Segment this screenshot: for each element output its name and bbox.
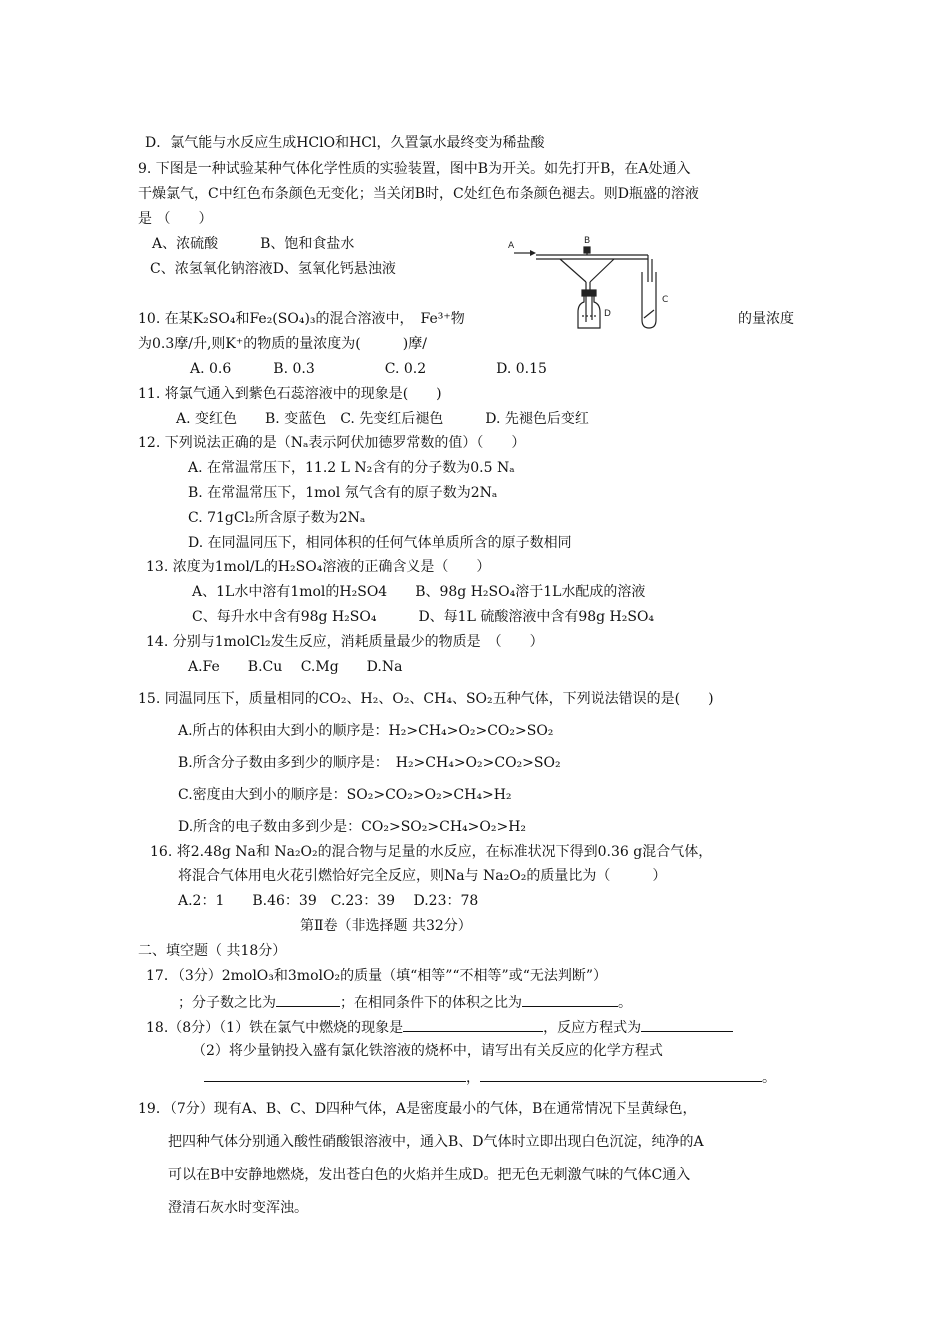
stopcock-b [584,247,590,253]
q18-blank-phenomenon[interactable] [403,1017,543,1032]
q19-stem-line4: 澄清石灰水时变浑浊。 [168,1200,308,1216]
label-a: A [508,241,515,251]
q13-stem: 13. 浓度为1mol/L的H₂SO₄溶液的正确含义是（ ） [146,559,491,575]
q16-stem-line2: 将混合气体用电火花引燃恰好完全反应，则Na与 Na₂O₂的质量比为（ ） [178,868,667,884]
bottle-d [578,296,600,328]
q16-options: A.2：1 B.46：39 C.23：39 D.23：78 [178,893,479,909]
q17-text-end: 。 [618,995,632,1011]
q10-stem-line2: 为0.3摩/升,则K⁺的物质的量浓度为( )摩/ [138,336,427,352]
q9-options-ab: A、浓硫酸 B、饱和食盐水 [152,236,355,252]
q9-options-cd: C、浓氢氧化钠溶液D、氢氧化钙悬浊液 [150,261,396,277]
inlet-arrowhead [530,250,536,256]
q18-blank-equation-1[interactable] [204,1067,466,1082]
q10-options: A. 0.6 B. 0.3 C. 0.2 D. 0.15 [190,361,547,377]
label-d: D [604,309,611,319]
q18-period: 。 [762,1070,776,1086]
q12-option-c: C. 71gCl₂所含原子数为2Nₐ [188,510,366,526]
q19-stem-line3: 可以在B中安静地燃烧，发出苍白色的火焰并生成D。把无色无刺激气味的气体C通入 [168,1167,691,1183]
q17-stem-line2 [178,992,632,1012]
q8-option-d: D．氯气能与水反应生成HClO和HCl，久置氯水最终变为稀盐酸 [145,135,545,151]
q15-option-c: C.密度由大到小的顺序是：SO₂>CO₂>O₂>CH₄>H₂ [178,787,512,803]
q17-text-ratio: ；分子数之比为 [178,995,276,1011]
label-c: C [662,295,669,305]
q18-answer-line [204,1067,776,1087]
section2-heading: 二、填空题（ 共18分） [138,943,287,959]
q15-option-d: D.所含的电子数由多到少是：CO₂>SO₂>CH₄>O₂>H₂ [178,819,527,835]
q19-stem-line2: 把四种气体分别通入酸性硝酸银溶液中，通入B、D气体时立即出现白色沉淀，纯净的A [168,1134,704,1150]
q14-options: A.Fe B.Cu C.Mg D.Na [188,659,403,675]
q15-option-b: B.所含分子数由多到少的顺序是： H₂>CH₄>O₂>CO₂>SO₂ [178,755,561,771]
q18-text-equation: ，反应方程式为 [543,1020,642,1036]
q10-stem-line1-left: 10. 在某K₂SO₄和Fe₂(SO₄)₃的混合溶液中， Fe³⁺物 [138,311,465,327]
q13-options-ab: A、1L水中溶有1mol的H₂SO4 B、98g H₂SO₄溶于1L水配成的溶液 [192,584,646,600]
q18-comma: ， [466,1070,480,1086]
q16-stem-line1: 16. 将2.48g Na和 Na₂O₂的混合物与足量的水反应，在标准状况下得到0.36 g混合气体， [150,844,713,860]
q17-text-volume: ；在相同条件下的体积之比为 [340,995,522,1011]
q12-option-a: A. 在常温常压下，11.2 L N₂含有的分子数为0.5 Nₐ [188,460,515,476]
test-tube-c [642,272,656,328]
q19-stem-line1: 19．（7分）现有A、B、C、D四种气体，A是密度最小的气体，B在通常情况下呈黄绿色， [138,1101,697,1117]
q18-stem-line2: （2）将少量钠投入盛有氯化铁溶液的烧杯中，请写出有关反应的化学方程式 [192,1043,663,1059]
q18-blank-equation[interactable] [641,1017,733,1032]
bottle-d-stopper [582,290,596,296]
q9-stem-line1: 9. 下图是一种试验某种气体化学性质的实验装置，图中B为开关。如先打开B，在A处通入 [138,161,691,177]
q15-option-a: A.所占的体积由大到小的顺序是：H₂>CH₄>O₂>CO₂>SO₂ [178,723,554,739]
q18-stem-line1 [146,1017,733,1037]
label-b: B [584,236,591,246]
q14-stem: 14. 分别与1molCl₂发生反应，消耗质量最少的物质是 （ ） [146,634,544,650]
q12-option-b: B. 在常温常压下，1mol 氖气含有的原子数为2Nₐ [188,485,498,501]
q17-blank-molecule-ratio[interactable] [276,992,340,1007]
q18-text-phenomenon: 18.（8分）（1）铁在氯气中燃烧的现象是 [146,1020,404,1036]
q10-stem-line1-right: 的量浓度 [738,311,794,327]
q9-stem-line2: 干燥氯气，C中红色布条颜色无变化；当关闭B时，C处红色布条颜色褪去。则D瓶盛的溶液 [138,186,699,202]
q11-options: A. 变红色 B. 变蓝色 C. 先变红后褪色 D. 先褪色后变红 [176,411,589,427]
q17-blank-volume-ratio[interactable] [522,992,618,1007]
q9-stem-line3: 是 （ ） [138,211,213,227]
experiment-apparatus-diagram [500,232,680,342]
part2-heading: 第Ⅱ卷（非选择题 共32分） [300,918,472,934]
q12-option-d: D. 在同温同压下，相同体积的任何气体单质所含的原子数相同 [188,535,572,551]
q12-stem: 12. 下列说法正确的是（Nₐ表示阿伏加德罗常数的值）（ ） [138,435,526,451]
q15-stem: 15. 同温同压下，质量相同的CO₂、H₂、O₂、CH₄、SO₂五种气体，下列说法错误的是( ) [138,691,714,707]
q11-stem: 11. 将氯气通入到紫色石蕊溶液中的现象是( ) [138,386,442,402]
q18-blank-equation-2[interactable] [480,1067,762,1082]
q17-stem-line1: 17．（3分）2molO₃和3molO₂的质量（填“相等”“不相等”或“无法判断”） [146,968,608,984]
q13-options-cd: C、每升水中含有98g H₂SO₄ D、每1L 硫酸溶液中含有98g H₂SO₄ [192,609,655,625]
